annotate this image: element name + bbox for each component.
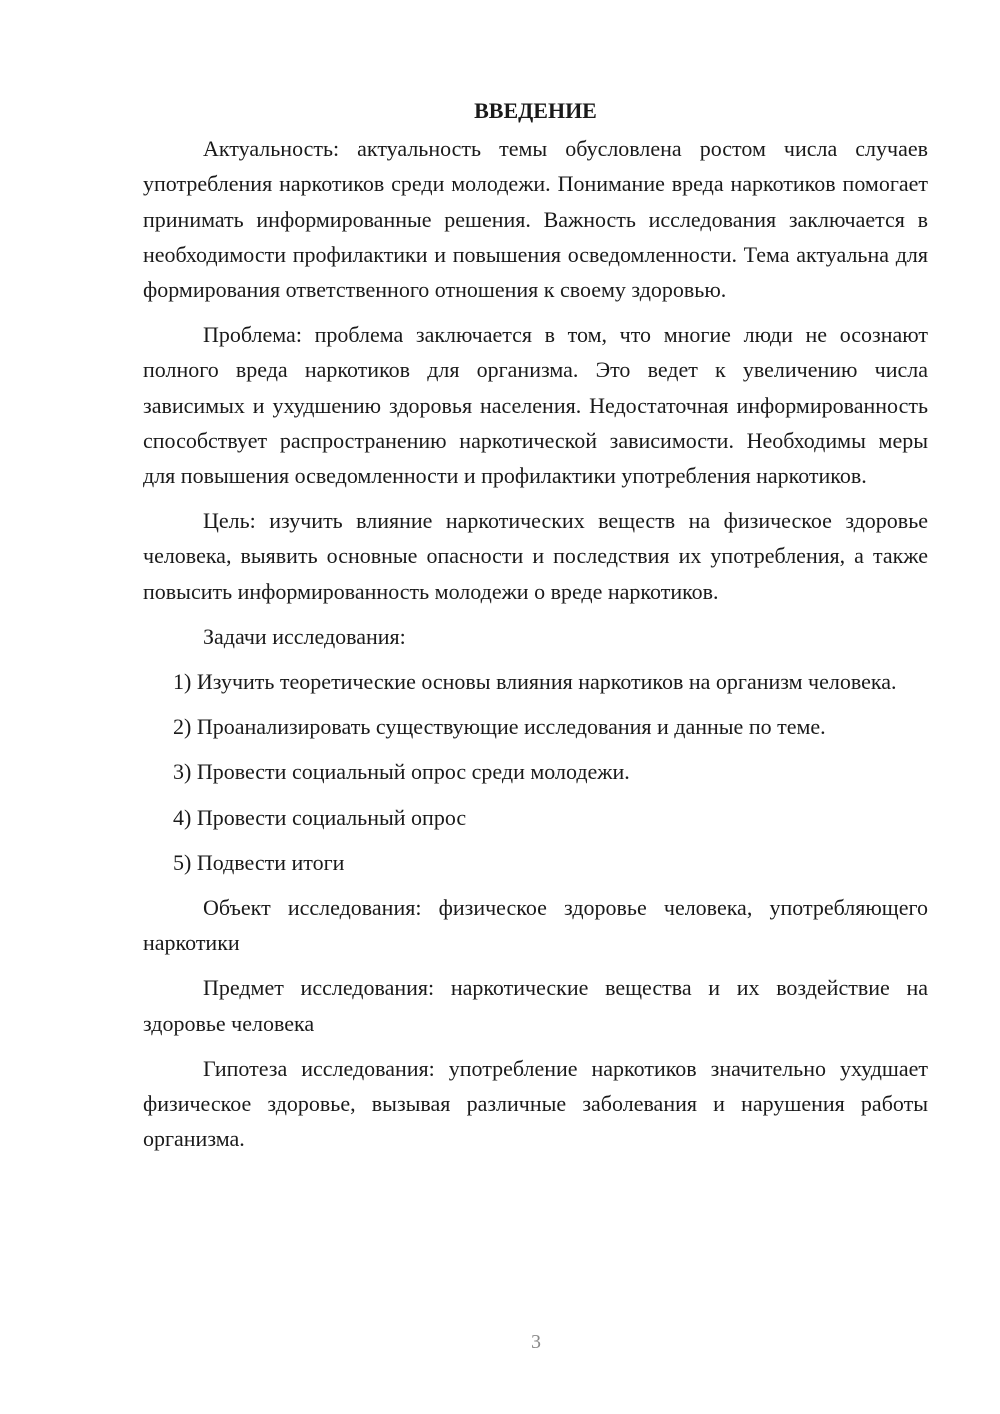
paragraph-subject: Предмет исследования: наркотические вещества и их воздействие на здоровье человека [143, 975, 928, 1036]
paragraph-hypothesis: Гипотеза исследования: употребление наркотиков значительно ухудшает физическое здоровье, вызывая различные заболевания и нарушения работы организма. [143, 1055, 928, 1152]
task-item: 4) Провести социальный опрос [173, 804, 467, 830]
paragraph-problem: Проблема: проблема заключается в том, что многие люди не осознают полного вреда наркотиков для организма. Это ведет к увеличению числа зависимых и ухудшению здоровья населения. Недостаточная информированность способствует распространению наркотической зависимости. Необходимы меры для повышения осведомленности и профилактики употребления наркотиков. [143, 322, 928, 489]
task-item: 1) Изучить теоретические основы влияния наркотиков на организм человека. [173, 669, 897, 695]
tasks-heading: Задачи исследования: [203, 623, 406, 649]
paragraph-actuality: Актуальность: актуальность темы обусловлена ростом числа случаев употребления наркотиков среди молодежи. Понимание вреда наркотиков помогает принимать информированные решения. Важность исследования заключается в необходимости профилактики и повышения осведомленности. Тема актуальна для формирования ответственного отношения к своему здоровью. [143, 136, 928, 303]
task-item: 5) Подвести итоги [173, 849, 345, 875]
task-item: 2) Проанализировать существующие исследования и данные по теме. [173, 714, 826, 740]
paragraph-object: Объект исследования: физическое здоровье человека, употребляющего наркотики [143, 895, 928, 956]
task-item: 3) Провести социальный опрос среди молодежи. [173, 759, 630, 785]
document-page [143, 93, 928, 1166]
section-title: ВВЕДЕНИЕ [474, 98, 597, 123]
paragraph-goal: Цель: изучить влияние наркотических веществ на физическое здоровье человека, выявить основные опасности и последствия их употребления, а также повысить информированность молодежи о вреде наркотиков. [143, 508, 928, 604]
page-number: 3 [531, 1331, 541, 1353]
